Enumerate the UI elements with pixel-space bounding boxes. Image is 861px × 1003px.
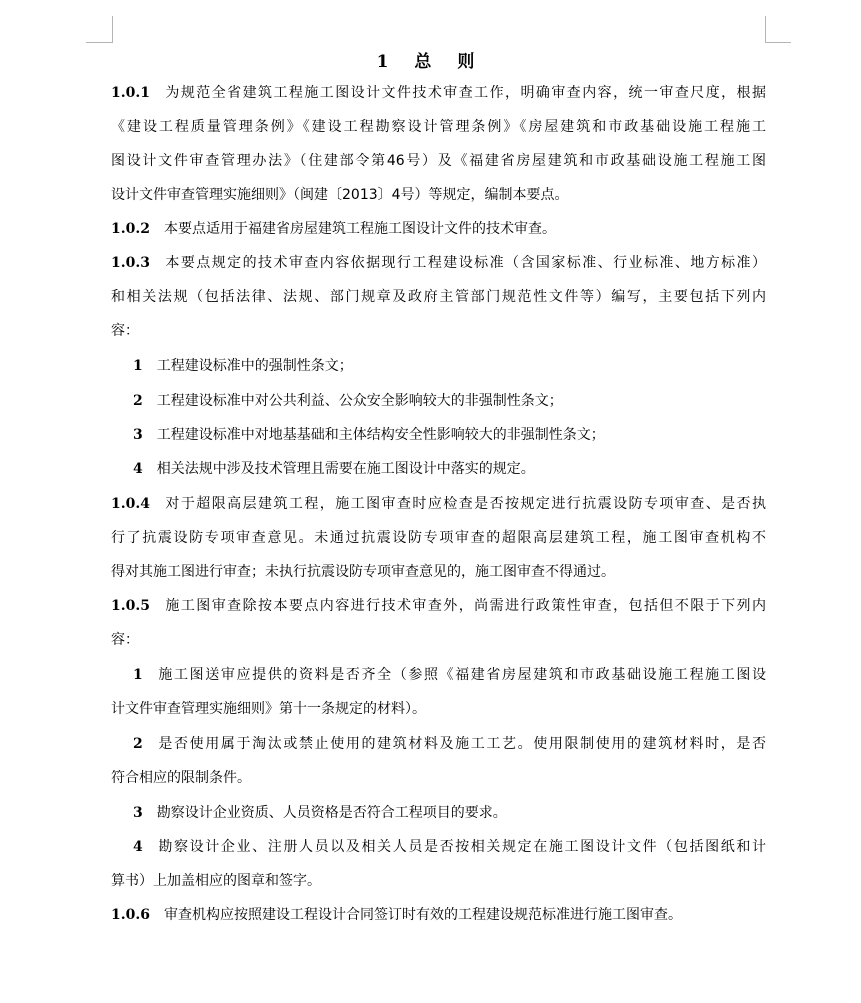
item-text: 相关法规中涉及技术管理且需要在施工图设计中落实的规定。 <box>156 461 535 477</box>
clause-line <box>111 281 766 314</box>
clause-text: 审查机构应按照建设工程设计合同签订时有效的工程建设规范标准进行施工图审查。 <box>163 907 682 923</box>
clause-number: 1.0.6 <box>111 907 150 923</box>
list-item-continuation <box>111 762 766 795</box>
clause-line <box>111 247 766 280</box>
list-item <box>133 831 766 864</box>
item-text: 工程建设标准中对公共利益、公众安全影响较大的非强制性条文； <box>156 393 563 409</box>
list-item <box>133 385 766 418</box>
clause-text: 行了抗震设防专项审查意见。未通过抗震设防专项审查的超限高层建筑工程，施工图审查机构不 <box>111 530 766 546</box>
list-item <box>133 419 766 452</box>
clause-line <box>111 179 766 212</box>
item-text: 施工图送审应提供的资料是否齐全（参照《福建省房屋建筑和市政基础设施工程施工图设 <box>156 667 766 683</box>
item-number: 1 <box>133 667 143 683</box>
item-number: 2 <box>133 393 143 409</box>
list-item <box>133 797 766 830</box>
item-text: 符合相应的限制条件。 <box>111 770 251 786</box>
item-text: 工程建设标准中的强制性条文； <box>156 358 353 374</box>
item-number: 3 <box>133 427 143 443</box>
clause-line <box>111 315 766 348</box>
clause-text: 为规范全省建筑工程施工图设计文件技术审查工作，明确审查内容，统一审查尺度，根据 <box>163 85 766 101</box>
crop-mark-top-left <box>86 42 112 43</box>
item-text: 工程建设标准中对地基基础和主体结构安全性影响较大的非强制性条文； <box>156 427 605 443</box>
clause-line <box>111 590 766 623</box>
clause-text: 得对其施工图进行审查；未执行抗震设防专项审查意见的，施工图审查不得通过。 <box>111 564 615 580</box>
clause-line <box>111 556 766 589</box>
clause-text: 本要点适用于福建省房屋建筑工程施工图设计文件的技术审查。 <box>163 221 556 237</box>
crop-mark-top-right <box>765 16 766 43</box>
clause-line <box>111 624 766 657</box>
clause-text: 容： <box>111 323 139 339</box>
clause-line <box>111 488 766 521</box>
clause-line <box>111 899 766 932</box>
clause-line <box>111 522 766 555</box>
clause-text: 图设计文件审查管理办法》（住建部令第46号）及《福建省房屋建筑和市政基础设施工程施工图 <box>111 153 766 169</box>
clause-number: 1.0.2 <box>111 221 150 237</box>
clause-number: 1.0.5 <box>111 598 150 614</box>
clause-text: 本要点规定的技术审查内容依据现行工程建设标准（含国家标准、行业标准、地方标准） <box>163 255 766 271</box>
list-item <box>133 728 766 761</box>
clause-text: 和相关法规（包括法律、法规、部门规章及政府主管部门规范性文件等）编写，主要包括下列内 <box>111 289 766 305</box>
clause-line <box>111 111 766 144</box>
item-text: 是否使用属于淘汰或禁止使用的建筑材料及施工工艺。使用限制使用的建筑材料时，是否 <box>156 736 766 752</box>
clause-text: 设计文件审查管理实施细则》（闽建〔2013〕4号）等规定，编制本要点。 <box>111 187 569 203</box>
list-item <box>133 453 766 486</box>
list-item <box>133 350 766 383</box>
list-item-continuation <box>111 865 766 898</box>
crop-mark-top-left <box>112 16 113 43</box>
clause-text: 对于超限高层建筑工程，施工图审查时应检查是否按规定进行抗震设防专项审查、是否执 <box>163 496 766 512</box>
item-number: 4 <box>133 461 143 477</box>
item-number: 3 <box>133 805 143 821</box>
clause-number: 1.0.1 <box>111 85 150 101</box>
clause-text: 容： <box>111 632 139 648</box>
clause-line <box>111 213 766 246</box>
clause-text: 《建设工程质量管理条例》《建设工程勘察设计管理条例》《房屋建筑和市政基础设施工程施工 <box>111 119 766 135</box>
clause-text: 施工图审查除按本要点内容进行技术审查外，尚需进行政策性审查，包括但不限于下列内 <box>163 598 766 614</box>
item-number: 4 <box>133 839 143 855</box>
list-item-continuation <box>111 693 766 726</box>
list-item <box>133 659 766 692</box>
item-text: 勘察设计企业资质、人员资格是否符合工程项目的要求。 <box>156 805 507 821</box>
item-number: 2 <box>133 736 143 752</box>
clause-number: 1.0.3 <box>111 255 150 271</box>
chapter-title: 1 总 则 <box>376 52 485 72</box>
item-number: 1 <box>133 358 143 374</box>
item-text: 算书）上加盖相应的图章和签字。 <box>111 873 321 889</box>
crop-mark-top-right <box>765 42 791 43</box>
item-text: 计文件审查管理实施细则》第十一条规定的材料）。 <box>111 701 426 717</box>
clause-line <box>111 145 766 178</box>
item-text: 勘察设计企业、注册人员以及相关人员是否按相关规定在施工图设计文件（包括图纸和计 <box>156 839 766 855</box>
clause-line <box>111 77 766 110</box>
clause-number: 1.0.4 <box>111 496 150 512</box>
